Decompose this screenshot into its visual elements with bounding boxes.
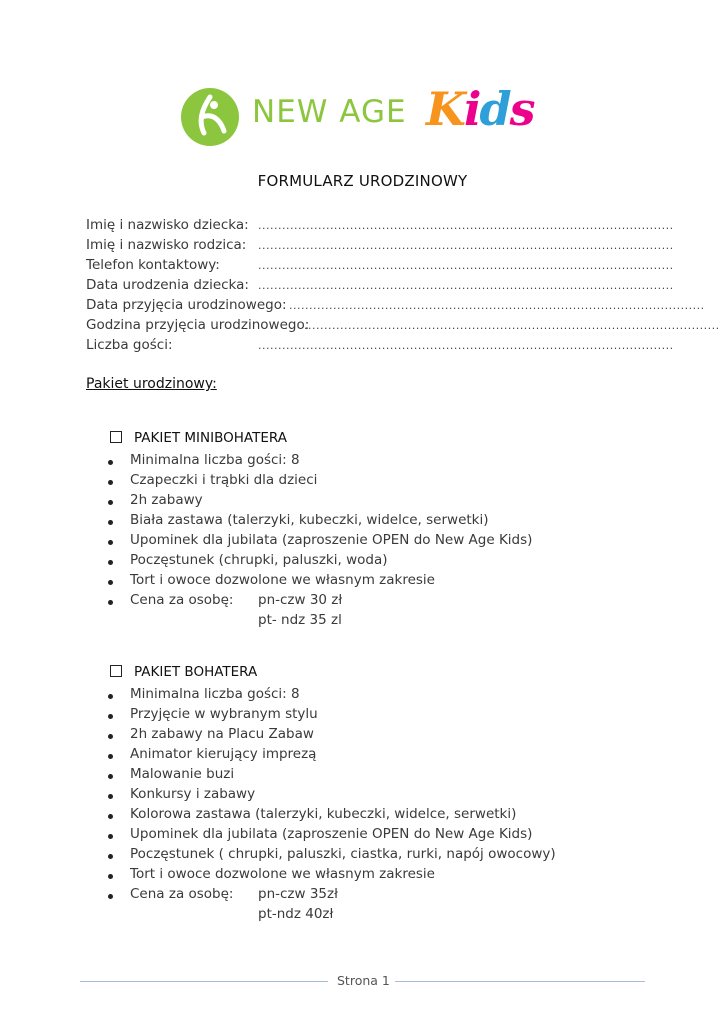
field-parent-name — [86, 237, 246, 253]
bullet-icon — [108, 694, 113, 699]
footer-divider — [395, 981, 645, 982]
field-label: Liczba gości: — [86, 337, 173, 353]
checkbox-icon[interactable] — [110, 431, 122, 443]
logo-text: NEW AGE — [252, 94, 407, 130]
bullet-icon — [108, 560, 113, 565]
bullet-icon — [108, 874, 113, 879]
field-phone — [86, 257, 220, 273]
field-party-date — [86, 297, 287, 313]
logo-kids — [426, 82, 534, 136]
package-name: PAKIET BOHATERA — [134, 664, 258, 680]
bullet-icon — [108, 520, 113, 525]
bullet-icon — [108, 794, 113, 799]
logo-circle-icon — [180, 87, 240, 147]
field-label: Godzina przyjęcia urodzinowego: — [86, 317, 310, 333]
field-label: Telefon kontaktowy: — [86, 257, 220, 273]
bullet-icon — [108, 894, 113, 899]
logo-kids-letter: d — [479, 82, 510, 136]
package-minibohatera[interactable] — [110, 430, 287, 446]
price-weekend: pt- ndz 35 zl — [258, 612, 342, 628]
package-name: PAKIET MINIBOHATERA — [134, 430, 287, 446]
bullet-icon — [108, 814, 113, 819]
page-number: Strona 1 — [337, 973, 390, 988]
logo-kids-letter: i — [463, 82, 480, 136]
bullet-icon — [108, 774, 113, 779]
field-child-name — [86, 217, 249, 233]
price-weekend: pt-ndz 40zł — [258, 906, 334, 922]
field-dotted-line[interactable]: ........................................................................................................ — [258, 239, 674, 252]
field-party-time — [86, 317, 309, 333]
bullet-icon — [108, 600, 113, 605]
bullet-icon — [108, 580, 113, 585]
bullet-icon — [108, 460, 113, 465]
field-label: Imię i nazwisko rodzica: — [86, 237, 247, 253]
bullet-icon — [108, 854, 113, 859]
field-dotted-line[interactable]: ........................................................................................................ — [289, 299, 705, 312]
bullet-icon — [108, 734, 113, 739]
field-dotted-line[interactable]: ........................................................................................................ — [304, 319, 720, 332]
page-title: FORMULARZ URODZINOWY — [257, 172, 468, 190]
bullet-icon — [108, 540, 113, 545]
price-weekday: pn-czw 30 zł — [258, 592, 343, 608]
bullet-icon — [108, 480, 113, 485]
logo — [180, 84, 550, 150]
field-label: Data przyjęcia urodzinowego: — [86, 297, 287, 313]
logo-kids-letter: K — [426, 82, 464, 136]
bullet-icon — [108, 500, 113, 505]
checkbox-icon[interactable] — [110, 665, 122, 677]
footer-divider — [80, 981, 328, 982]
bullet-icon — [108, 714, 113, 719]
section-title: Pakiet urodzinowy: — [86, 376, 217, 392]
field-label: Imię i nazwisko dziecka: — [86, 217, 249, 233]
package-bohatera[interactable] — [110, 664, 257, 680]
bullet-icon — [108, 754, 113, 759]
field-guest-count — [86, 337, 173, 353]
logo-kids-letter: s — [509, 82, 534, 136]
field-dotted-line[interactable]: ........................................................................................................ — [258, 259, 674, 272]
field-dotted-line[interactable]: ........................................................................................................ — [258, 279, 674, 292]
field-dotted-line[interactable]: ........................................................................................................ — [258, 339, 674, 352]
price-weekday: pn-czw 35zł — [258, 886, 338, 902]
field-label: Data urodzenia dziecka: — [86, 277, 249, 293]
field-dotted-line[interactable]: ........................................................................................................ — [258, 219, 674, 232]
field-birth-date — [86, 277, 249, 293]
bullet-icon — [108, 834, 113, 839]
